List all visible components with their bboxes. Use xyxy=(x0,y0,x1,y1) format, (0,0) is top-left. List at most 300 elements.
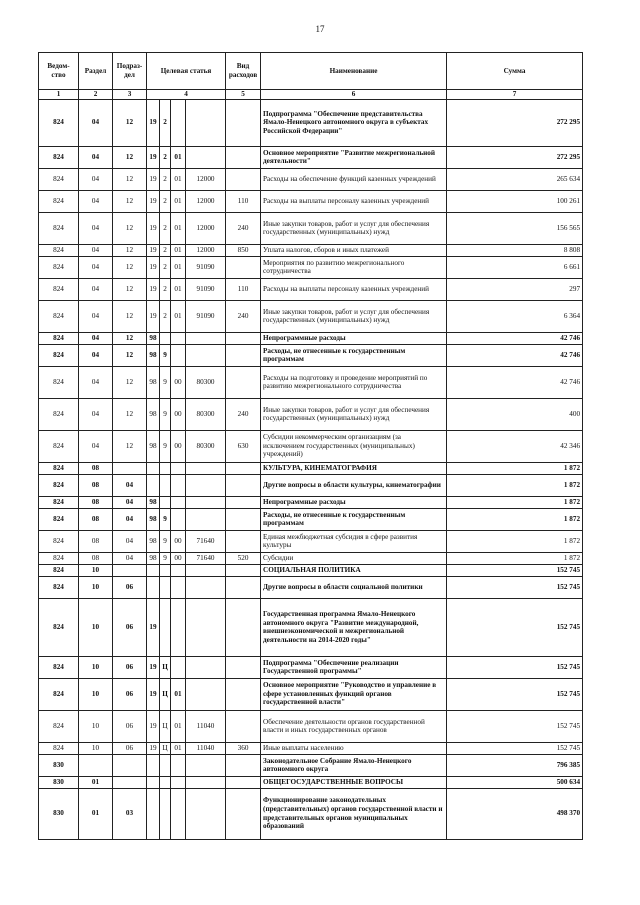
cell-podrazdel xyxy=(113,564,147,576)
cell-tselevaya-4: 71640 xyxy=(186,530,226,552)
cell-tselevaya-4 xyxy=(186,776,226,788)
cell-tselevaya-2: Ц xyxy=(160,710,171,742)
cell-vedomstvo: 824 xyxy=(39,564,79,576)
cell-podrazdel xyxy=(113,776,147,788)
cell-vid-raskhodov xyxy=(226,462,261,474)
header-vid-raskhodov: Вид расходов xyxy=(226,53,261,90)
cell-tselevaya-4 xyxy=(186,332,226,344)
table-row xyxy=(39,754,583,776)
header-tselevaya-statya: Целевая статья xyxy=(147,53,226,90)
cell-tselevaya-3: 01 xyxy=(171,710,186,742)
cell-vid-raskhodov xyxy=(226,564,261,576)
budget-table xyxy=(38,52,583,840)
cell-tselevaya-4 xyxy=(186,656,226,678)
cell-naimenovanie: Расходы, не отнесенные к государственным программам xyxy=(261,344,447,366)
cell-summa: 152 745 xyxy=(447,742,583,754)
cell-vid-raskhodov: 360 xyxy=(226,742,261,754)
table-row xyxy=(39,710,583,742)
cell-podrazdel: 12 xyxy=(113,430,147,462)
cell-tselevaya-4: 12000 xyxy=(186,244,226,256)
cell-vid-raskhodov xyxy=(226,656,261,678)
cell-tselevaya-1: 98 xyxy=(147,496,160,508)
cell-podrazdel: 06 xyxy=(113,576,147,598)
cell-summa: 272 295 xyxy=(447,99,583,146)
cell-vedomstvo: 824 xyxy=(39,332,79,344)
cell-razdel: 10 xyxy=(79,742,113,754)
cell-razdel: 10 xyxy=(79,564,113,576)
cell-tselevaya-4: 71640 xyxy=(186,552,226,564)
col-number: 4 xyxy=(147,90,226,100)
cell-summa: 265 634 xyxy=(447,168,583,190)
cell-tselevaya-4: 91090 xyxy=(186,256,226,278)
cell-tselevaya-2: 2 xyxy=(160,278,171,300)
col-number: 2 xyxy=(79,90,113,100)
cell-razdel: 08 xyxy=(79,462,113,474)
cell-vedomstvo: 824 xyxy=(39,576,79,598)
cell-tselevaya-4 xyxy=(186,788,226,839)
cell-vedomstvo: 824 xyxy=(39,99,79,146)
cell-tselevaya-2: 2 xyxy=(160,212,171,244)
table-row xyxy=(39,344,583,366)
page-number: 17 xyxy=(315,24,325,34)
cell-vid-raskhodov: 630 xyxy=(226,430,261,462)
cell-podrazdel: 06 xyxy=(113,598,147,656)
cell-tselevaya-3 xyxy=(171,754,186,776)
cell-vedomstvo: 824 xyxy=(39,552,79,564)
cell-summa: 1 872 xyxy=(447,508,583,530)
cell-vid-raskhodov xyxy=(226,598,261,656)
cell-naimenovanie: Функционирование законодательных (представительных) органов государственной власти и представительных органов муниципальных образований xyxy=(261,788,447,839)
cell-razdel: 01 xyxy=(79,788,113,839)
cell-tselevaya-3 xyxy=(171,788,186,839)
cell-tselevaya-2: 2 xyxy=(160,256,171,278)
cell-tselevaya-1: 19 xyxy=(147,146,160,168)
cell-vid-raskhodov: 240 xyxy=(226,212,261,244)
header-ved: Ведом-ство xyxy=(39,53,79,90)
cell-vid-raskhodov xyxy=(226,678,261,710)
cell-tselevaya-2: 9 xyxy=(160,366,171,398)
cell-naimenovanie: Единая межбюджетная субсидия в сфере развития культуры xyxy=(261,530,447,552)
cell-razdel: 10 xyxy=(79,576,113,598)
cell-razdel: 04 xyxy=(79,366,113,398)
cell-tselevaya-3: 01 xyxy=(171,190,186,212)
cell-tselevaya-2: Ц xyxy=(160,742,171,754)
cell-tselevaya-3: 00 xyxy=(171,530,186,552)
cell-razdel: 10 xyxy=(79,678,113,710)
cell-tselevaya-4: 12000 xyxy=(186,168,226,190)
cell-vedomstvo: 824 xyxy=(39,146,79,168)
cell-tselevaya-3: 00 xyxy=(171,430,186,462)
cell-summa: 1 872 xyxy=(447,530,583,552)
cell-tselevaya-4: 80300 xyxy=(186,430,226,462)
cell-summa: 1 872 xyxy=(447,474,583,496)
cell-tselevaya-1 xyxy=(147,564,160,576)
cell-tselevaya-2: Ц xyxy=(160,656,171,678)
table-row xyxy=(39,168,583,190)
cell-tselevaya-3 xyxy=(171,564,186,576)
cell-vid-raskhodov xyxy=(226,146,261,168)
cell-tselevaya-1 xyxy=(147,462,160,474)
cell-vid-raskhodov: 110 xyxy=(226,278,261,300)
cell-tselevaya-1 xyxy=(147,474,160,496)
cell-razdel: 04 xyxy=(79,430,113,462)
cell-vedomstvo: 824 xyxy=(39,190,79,212)
cell-vedomstvo: 824 xyxy=(39,300,79,332)
cell-razdel: 04 xyxy=(79,332,113,344)
cell-summa: 297 xyxy=(447,278,583,300)
cell-tselevaya-1 xyxy=(147,576,160,598)
column-numbers-row xyxy=(39,90,583,100)
col-number: 1 xyxy=(39,90,79,100)
cell-summa: 42 746 xyxy=(447,332,583,344)
cell-vedomstvo: 830 xyxy=(39,754,79,776)
cell-tselevaya-1: 19 xyxy=(147,278,160,300)
cell-tselevaya-4: 12000 xyxy=(186,212,226,244)
cell-tselevaya-3: 01 xyxy=(171,742,186,754)
cell-vid-raskhodov: 520 xyxy=(226,552,261,564)
cell-vedomstvo: 830 xyxy=(39,788,79,839)
cell-vid-raskhodov: 240 xyxy=(226,398,261,430)
cell-summa: 498 370 xyxy=(447,788,583,839)
cell-tselevaya-2 xyxy=(160,564,171,576)
cell-vedomstvo: 824 xyxy=(39,710,79,742)
cell-podrazdel: 04 xyxy=(113,530,147,552)
cell-naimenovanie: Непрограммные расходы xyxy=(261,496,447,508)
cell-summa: 400 xyxy=(447,398,583,430)
cell-summa: 272 295 xyxy=(447,146,583,168)
cell-tselevaya-2 xyxy=(160,788,171,839)
cell-razdel: 04 xyxy=(79,190,113,212)
cell-tselevaya-3 xyxy=(171,656,186,678)
cell-vedomstvo: 824 xyxy=(39,598,79,656)
table-row xyxy=(39,430,583,462)
cell-tselevaya-4: 80300 xyxy=(186,398,226,430)
cell-podrazdel: 12 xyxy=(113,366,147,398)
cell-podrazdel: 12 xyxy=(113,332,147,344)
cell-naimenovanie: Другие вопросы в области социальной политики xyxy=(261,576,447,598)
cell-razdel: 04 xyxy=(79,300,113,332)
cell-vid-raskhodov xyxy=(226,508,261,530)
cell-naimenovanie: Другие вопросы в области культуры, кинематографии xyxy=(261,474,447,496)
cell-tselevaya-4 xyxy=(186,146,226,168)
cell-tselevaya-1: 19 xyxy=(147,598,160,656)
cell-vedomstvo: 824 xyxy=(39,278,79,300)
cell-naimenovanie: Расходы на обеспечение функций казенных учреждений xyxy=(261,168,447,190)
cell-podrazdel: 12 xyxy=(113,212,147,244)
header-naimenovanie: Наименование xyxy=(261,53,447,90)
table-row xyxy=(39,788,583,839)
cell-razdel: 10 xyxy=(79,656,113,678)
cell-naimenovanie: Субсидии xyxy=(261,552,447,564)
cell-razdel: 04 xyxy=(79,168,113,190)
cell-tselevaya-2: 2 xyxy=(160,244,171,256)
cell-naimenovanie: Законодательное Собрание Ямало-Ненецкого автономного округа xyxy=(261,754,447,776)
cell-tselevaya-2: 9 xyxy=(160,398,171,430)
cell-podrazdel: 04 xyxy=(113,474,147,496)
cell-tselevaya-2: 9 xyxy=(160,508,171,530)
cell-summa: 796 385 xyxy=(447,754,583,776)
cell-summa: 1 872 xyxy=(447,496,583,508)
cell-tselevaya-1: 19 xyxy=(147,742,160,754)
cell-razdel: 04 xyxy=(79,278,113,300)
cell-tselevaya-4: 91090 xyxy=(186,278,226,300)
col-number: 7 xyxy=(447,90,583,100)
cell-summa: 42 746 xyxy=(447,366,583,398)
cell-summa: 1 872 xyxy=(447,462,583,474)
cell-tselevaya-2 xyxy=(160,462,171,474)
table-row xyxy=(39,366,583,398)
cell-tselevaya-4 xyxy=(186,598,226,656)
cell-tselevaya-2 xyxy=(160,496,171,508)
cell-podrazdel: 12 xyxy=(113,244,147,256)
cell-tselevaya-2: Ц xyxy=(160,678,171,710)
cell-podrazdel: 03 xyxy=(113,788,147,839)
cell-tselevaya-1: 19 xyxy=(147,212,160,244)
cell-tselevaya-3: 01 xyxy=(171,278,186,300)
cell-vid-raskhodov xyxy=(226,366,261,398)
cell-summa: 42 746 xyxy=(447,344,583,366)
cell-podrazdel: 12 xyxy=(113,344,147,366)
cell-tselevaya-4 xyxy=(186,678,226,710)
table-row xyxy=(39,776,583,788)
table-row xyxy=(39,256,583,278)
cell-tselevaya-1: 19 xyxy=(147,678,160,710)
cell-summa: 152 745 xyxy=(447,564,583,576)
table-row xyxy=(39,508,583,530)
cell-vid-raskhodov: 240 xyxy=(226,300,261,332)
cell-tselevaya-3 xyxy=(171,99,186,146)
cell-podrazdel xyxy=(113,754,147,776)
cell-tselevaya-4 xyxy=(186,99,226,146)
cell-vedomstvo: 824 xyxy=(39,256,79,278)
cell-naimenovanie: Субсидии некоммерческим организациям (за исключением государственных (муниципальных) учреждений) xyxy=(261,430,447,462)
cell-vid-raskhodov xyxy=(226,530,261,552)
cell-tselevaya-3 xyxy=(171,462,186,474)
cell-vid-raskhodov xyxy=(226,168,261,190)
cell-tselevaya-3: 00 xyxy=(171,398,186,430)
cell-tselevaya-4 xyxy=(186,474,226,496)
cell-tselevaya-3: 01 xyxy=(171,678,186,710)
cell-summa: 8 808 xyxy=(447,244,583,256)
cell-tselevaya-1: 98 xyxy=(147,530,160,552)
cell-vedomstvo: 824 xyxy=(39,212,79,244)
cell-naimenovanie: Иные закупки товаров, работ и услуг для обеспечения государственных (муниципальных) нужд xyxy=(261,398,447,430)
table-row xyxy=(39,742,583,754)
cell-podrazdel: 04 xyxy=(113,496,147,508)
cell-tselevaya-1 xyxy=(147,754,160,776)
cell-naimenovanie: Иные закупки товаров, работ и услуг для обеспечения государственных (муниципальных) нужд xyxy=(261,300,447,332)
cell-summa: 6 661 xyxy=(447,256,583,278)
cell-naimenovanie: Непрограммные расходы xyxy=(261,332,447,344)
table-row xyxy=(39,244,583,256)
cell-podrazdel: 12 xyxy=(113,146,147,168)
cell-naimenovanie: Расходы на выплаты персоналу казенных учреждений xyxy=(261,190,447,212)
cell-podrazdel: 12 xyxy=(113,398,147,430)
header-podrazdel: Подраз-дел xyxy=(113,53,147,90)
cell-tselevaya-3: 01 xyxy=(171,212,186,244)
table-row xyxy=(39,576,583,598)
cell-naimenovanie: Иные выплаты населению xyxy=(261,742,447,754)
table-row xyxy=(39,300,583,332)
cell-naimenovanie: КУЛЬТУРА, КИНЕМАТОГРАФИЯ xyxy=(261,462,447,474)
cell-vid-raskhodov xyxy=(226,99,261,146)
cell-summa: 1 872 xyxy=(447,552,583,564)
cell-tselevaya-3: 01 xyxy=(171,300,186,332)
cell-tselevaya-3 xyxy=(171,508,186,530)
cell-tselevaya-2 xyxy=(160,474,171,496)
cell-razdel: 04 xyxy=(79,256,113,278)
cell-vedomstvo: 824 xyxy=(39,430,79,462)
cell-vid-raskhodov xyxy=(226,256,261,278)
cell-tselevaya-3: 00 xyxy=(171,552,186,564)
cell-summa: 152 745 xyxy=(447,678,583,710)
cell-podrazdel: 06 xyxy=(113,710,147,742)
cell-tselevaya-1: 98 xyxy=(147,344,160,366)
cell-tselevaya-2 xyxy=(160,754,171,776)
cell-tselevaya-4: 91090 xyxy=(186,300,226,332)
cell-vid-raskhodov xyxy=(226,496,261,508)
cell-podrazdel: 06 xyxy=(113,656,147,678)
cell-tselevaya-2: 9 xyxy=(160,552,171,564)
cell-tselevaya-1: 98 xyxy=(147,366,160,398)
cell-tselevaya-4: 11040 xyxy=(186,710,226,742)
cell-tselevaya-4: 11040 xyxy=(186,742,226,754)
cell-naimenovanie: Иные закупки товаров, работ и услуг для обеспечения государственных (муниципальных) нужд xyxy=(261,212,447,244)
cell-summa: 6 364 xyxy=(447,300,583,332)
cell-vedomstvo: 824 xyxy=(39,678,79,710)
cell-vid-raskhodov xyxy=(226,344,261,366)
table-row xyxy=(39,474,583,496)
cell-tselevaya-3 xyxy=(171,776,186,788)
cell-razdel: 08 xyxy=(79,474,113,496)
cell-podrazdel: 04 xyxy=(113,552,147,564)
cell-tselevaya-2 xyxy=(160,598,171,656)
cell-tselevaya-1: 98 xyxy=(147,552,160,564)
cell-tselevaya-4 xyxy=(186,344,226,366)
table-row xyxy=(39,332,583,344)
cell-vedomstvo: 824 xyxy=(39,344,79,366)
col-number: 5 xyxy=(226,90,261,100)
cell-vedomstvo: 824 xyxy=(39,462,79,474)
cell-naimenovanie: Подпрограмма "Обеспечение представительства Ямало-Ненецкого автономного округа в субъектах Российской Федерации" xyxy=(261,99,447,146)
cell-tselevaya-1: 19 xyxy=(147,656,160,678)
cell-razdel: 04 xyxy=(79,99,113,146)
table-row xyxy=(39,190,583,212)
table-row xyxy=(39,398,583,430)
cell-razdel: 10 xyxy=(79,710,113,742)
cell-tselevaya-2: 2 xyxy=(160,168,171,190)
cell-razdel: 04 xyxy=(79,344,113,366)
cell-tselevaya-2: 9 xyxy=(160,530,171,552)
cell-naimenovanie: СОЦИАЛЬНАЯ ПОЛИТИКА xyxy=(261,564,447,576)
cell-tselevaya-1: 19 xyxy=(147,168,160,190)
cell-naimenovanie: ОБЩЕГОСУДАРСТВЕННЫЕ ВОПРОСЫ xyxy=(261,776,447,788)
cell-tselevaya-3: 01 xyxy=(171,244,186,256)
cell-podrazdel: 06 xyxy=(113,742,147,754)
cell-tselevaya-4 xyxy=(186,462,226,474)
table-row xyxy=(39,146,583,168)
cell-tselevaya-1: 98 xyxy=(147,430,160,462)
cell-tselevaya-4: 80300 xyxy=(186,366,226,398)
cell-tselevaya-1: 98 xyxy=(147,508,160,530)
cell-tselevaya-2: 9 xyxy=(160,344,171,366)
cell-podrazdel: 12 xyxy=(113,168,147,190)
cell-naimenovanie: Обеспечение деятельности органов государственной власти и иных государственных органов xyxy=(261,710,447,742)
cell-podrazdel: 12 xyxy=(113,278,147,300)
cell-tselevaya-1: 98 xyxy=(147,332,160,344)
cell-vedomstvo: 824 xyxy=(39,530,79,552)
cell-podrazdel: 06 xyxy=(113,678,147,710)
table-row xyxy=(39,564,583,576)
cell-tselevaya-1: 19 xyxy=(147,256,160,278)
header-razdel: Раздел xyxy=(79,53,113,90)
cell-podrazdel xyxy=(113,462,147,474)
cell-tselevaya-3: 01 xyxy=(171,168,186,190)
cell-tselevaya-3: 01 xyxy=(171,256,186,278)
cell-razdel: 08 xyxy=(79,496,113,508)
cell-podrazdel: 04 xyxy=(113,508,147,530)
cell-razdel: 08 xyxy=(79,552,113,564)
cell-tselevaya-1 xyxy=(147,788,160,839)
cell-tselevaya-3 xyxy=(171,598,186,656)
cell-tselevaya-3 xyxy=(171,576,186,598)
cell-naimenovanie: Уплата налогов, сборов и иных платежей xyxy=(261,244,447,256)
cell-vid-raskhodov xyxy=(226,776,261,788)
table-row xyxy=(39,212,583,244)
cell-summa: 152 745 xyxy=(447,710,583,742)
cell-tselevaya-1: 19 xyxy=(147,244,160,256)
cell-naimenovanie: Расходы, не отнесенные к государственным программам xyxy=(261,508,447,530)
table-body xyxy=(39,99,583,839)
cell-summa: 100 261 xyxy=(447,190,583,212)
cell-tselevaya-2 xyxy=(160,776,171,788)
cell-razdel: 08 xyxy=(79,530,113,552)
cell-tselevaya-1: 19 xyxy=(147,190,160,212)
cell-tselevaya-1: 98 xyxy=(147,398,160,430)
cell-summa: 152 745 xyxy=(447,598,583,656)
cell-tselevaya-3 xyxy=(171,474,186,496)
cell-tselevaya-1: 19 xyxy=(147,710,160,742)
cell-naimenovanie: Государственная программа Ямало-Ненецкого автономного округа "Развитие международной, внешнеэкономической и межрегиональной деятельности на 2014-2020 годы" xyxy=(261,598,447,656)
cell-summa: 152 745 xyxy=(447,656,583,678)
table-row xyxy=(39,99,583,146)
cell-razdel: 04 xyxy=(79,212,113,244)
cell-razdel: 04 xyxy=(79,244,113,256)
cell-podrazdel: 12 xyxy=(113,256,147,278)
table-row xyxy=(39,462,583,474)
cell-vid-raskhodov xyxy=(226,754,261,776)
cell-razdel xyxy=(79,754,113,776)
cell-vid-raskhodov xyxy=(226,788,261,839)
table-row xyxy=(39,530,583,552)
cell-tselevaya-3 xyxy=(171,332,186,344)
cell-razdel: 04 xyxy=(79,146,113,168)
cell-tselevaya-2 xyxy=(160,332,171,344)
cell-vid-raskhodov xyxy=(226,332,261,344)
cell-razdel: 04 xyxy=(79,398,113,430)
table-row xyxy=(39,656,583,678)
cell-tselevaya-2 xyxy=(160,576,171,598)
cell-tselevaya-4 xyxy=(186,564,226,576)
cell-vedomstvo: 824 xyxy=(39,398,79,430)
cell-naimenovanie: Основное мероприятие "Руководство и управление в сфере установленных функций органов государственной власти" xyxy=(261,678,447,710)
cell-tselevaya-2: 2 xyxy=(160,146,171,168)
cell-naimenovanie: Расходы на выплаты персоналу казенных учреждений xyxy=(261,278,447,300)
cell-tselevaya-1: 19 xyxy=(147,99,160,146)
cell-tselevaya-4 xyxy=(186,754,226,776)
cell-vid-raskhodov: 850 xyxy=(226,244,261,256)
cell-summa: 42 346 xyxy=(447,430,583,462)
